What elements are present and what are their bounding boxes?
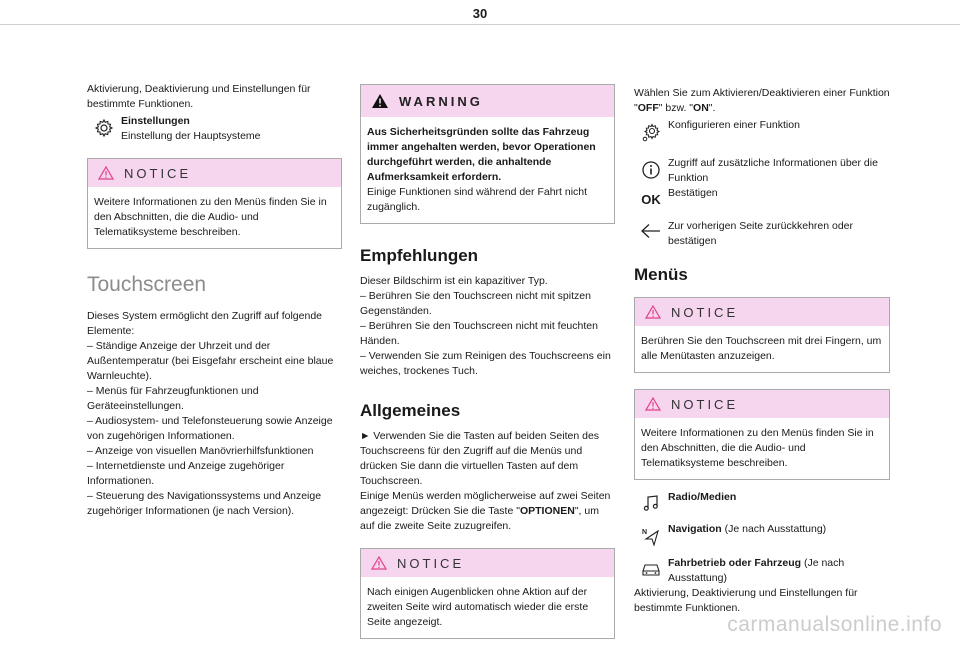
warning-triangle-icon: [98, 166, 114, 180]
notice-box-3: [634, 297, 890, 373]
on-label: ON: [693, 102, 709, 114]
confirm-row: [634, 186, 890, 207]
touchscreen-heading: Touchscreen: [87, 273, 207, 296]
intro-c: ".: [708, 102, 716, 114]
notice-box-2: [360, 548, 615, 639]
column-3: [634, 86, 890, 616]
menus-heading: Menüs: [634, 265, 688, 284]
col1-intro: Aktivierung, Deaktivierung und Einstellungen für bestimmte Funktionen.: [87, 83, 311, 110]
list-item: – Anzeige von visuellen Manövrierhilfsfunktionen: [87, 445, 314, 457]
notice-box-4: [634, 389, 890, 480]
allgemeines-p1: ► Verwenden Sie die Tasten auf beiden Seiten des Touchscreens für den Zugriff auf die Menüs und drücken Sie dann die virtuellen Tasten auf dem Touchscreen.: [360, 430, 600, 487]
back-text: Zur vorherigen Seite zurückkehren oder bestätigen: [668, 220, 854, 247]
music-note-icon: [634, 490, 668, 512]
list-item: – Audiosystem- und Telefonsteuerung sowie Anzeige von zugehörigen Informationen.: [87, 415, 333, 442]
info-text: Zugriff auf zusätzliche Informationen über die Funktion: [668, 157, 878, 184]
configure-text: Konfigurieren einer Funktion: [668, 119, 800, 131]
intro-a: Wählen Sie zum Aktivieren/Deaktivieren einer Funktion ": [634, 87, 890, 114]
notice-header: [635, 390, 889, 418]
warning-title: WARNING: [399, 93, 483, 109]
navigation-row: [634, 522, 890, 546]
info-icon: [634, 156, 668, 180]
notice-title: NOTICE: [671, 304, 739, 320]
list-item: – Ständige Anzeige der Uhrzeit und der Außentemperatur (bei Eisgefahr erscheint eine blaue Warnleuchte).: [87, 340, 334, 382]
notice-text: Weitere Informationen zu den Menüs finden Sie in den Abschnitten, die die Audio- und Telematiksysteme beschreiben.: [94, 196, 327, 238]
confirm-text: Bestätigen: [668, 187, 718, 199]
vehicle-text: [668, 556, 890, 586]
notice-header: [635, 298, 889, 326]
settings-desc: Einstellung der Hauptsysteme: [121, 130, 261, 142]
touchscreen-intro: Dieses System ermöglicht den Zugriff auf folgende Elemente:: [87, 310, 323, 337]
ok-icon: [634, 186, 668, 207]
gear-config-icon: [634, 118, 668, 142]
radio-text: Radio/Medien: [668, 491, 737, 503]
page-number: 30: [472, 6, 488, 21]
info-row: [634, 156, 890, 186]
nav-bold: Navigation: [668, 523, 722, 535]
optionen-label: OPTIONEN: [519, 505, 575, 517]
warning-text: Einige Funktionen sind während der Fahrt nicht zugänglich.: [367, 186, 588, 213]
off-label: OFF: [637, 102, 659, 114]
p2-text-a: Einige Menüs werden möglicherweise auf zwei Seiten angezeigt: Drücken Sie die Taste ": [360, 490, 611, 517]
navigation-text: [668, 522, 890, 537]
back-row: [634, 219, 890, 249]
list-item: – Verwenden Sie zum Reinigen des Touchscreens ein weiches, trockenes Tuch.: [360, 350, 611, 377]
notice-text: Berühren Sie den Touchscreen mit drei Fingern, um alle Menütasten anzuzeigen.: [641, 335, 882, 362]
list-item: – Steuerung des Navigationssystems und Anzeige zugehöriger Informationen (je nach Version).: [87, 490, 322, 517]
list-item: – Internetdienste und Anzeige zugehöriger Informationen.: [87, 460, 285, 487]
col3-outro: Aktivierung, Deaktivierung und Einstellungen für bestimmte Funktionen.: [634, 587, 858, 614]
warning-triangle-icon: [645, 305, 661, 319]
radio-row: [634, 490, 890, 512]
intro-b: " bzw. ": [658, 102, 694, 114]
empfehlungen-intro: Dieser Bildschirm ist ein kapazitiver Typ.: [360, 275, 548, 287]
navigation-arrow-icon: [634, 522, 668, 546]
notice-title: NOTICE: [124, 165, 192, 181]
configure-row: [634, 118, 890, 142]
warning-box: [360, 84, 615, 224]
allgemeines-heading: Allgemeines: [360, 401, 461, 420]
watermark: carmanualsonline.info: [727, 613, 942, 636]
drive-bold: Fahrbetrieb oder Fahrzeug: [668, 557, 802, 569]
empfehlungen-heading: Empfehlungen: [360, 246, 479, 265]
warning-exclamation-icon: [371, 93, 389, 109]
settings-title: Einstellungen: [121, 115, 190, 127]
ok-label: OK: [641, 192, 661, 207]
col3-intro: [634, 86, 890, 116]
warning-triangle-icon: [645, 397, 661, 411]
notice-title: NOTICE: [397, 555, 465, 571]
warning-triangle-icon: [371, 556, 387, 570]
vehicle-row: [634, 556, 890, 586]
warning-header: [361, 85, 614, 117]
notice-header: [88, 159, 341, 187]
list-item: – Menüs für Fahrzeugfunktionen und Geräteeinstellungen.: [87, 385, 259, 412]
column-1: [87, 82, 342, 519]
notice-box-1: [87, 158, 342, 249]
touchscreen-list: [87, 339, 342, 519]
settings-row: [87, 114, 342, 144]
car-icon: [634, 556, 668, 578]
header-rule: [0, 24, 960, 25]
notice-text: Nach einigen Augenblicken ohne Aktion auf der zweiten Seite wird automatisch wieder die erste Seite angezeigt.: [367, 586, 589, 628]
notice-header: [361, 549, 614, 577]
p2-text-b: ", um auf die zweite Seite zuzugreifen.: [360, 505, 599, 532]
svg-text:N: N: [642, 529, 648, 536]
notice-text: Weitere Informationen zu den Menüs finden Sie in den Abschnitten, die die Audio- und Telematiksysteme beschreiben.: [641, 427, 874, 469]
warning-bold-text: Aus Sicherheitsgründen sollte das Fahrzeug immer angehalten werden, bevor Operationen durchgeführt werden, die anhaltende Aufmerksamkeit erfordern.: [367, 126, 596, 183]
list-item: – Berühren Sie den Touchscreen nicht mit feuchten Händen.: [360, 320, 598, 347]
allgemeines-p2: [360, 489, 615, 534]
back-arrow-icon: [634, 219, 668, 239]
notice-title: NOTICE: [671, 396, 739, 412]
column-2: [360, 84, 615, 639]
nav-rest: (Je nach Ausstattung): [721, 523, 827, 535]
warning-body: [361, 117, 614, 223]
list-item: – Berühren Sie den Touchscreen nicht mit spitzen Gegenständen.: [360, 290, 591, 317]
drive-rest: (Je nach Ausstattung): [668, 557, 845, 584]
gear-icon: [87, 114, 121, 138]
